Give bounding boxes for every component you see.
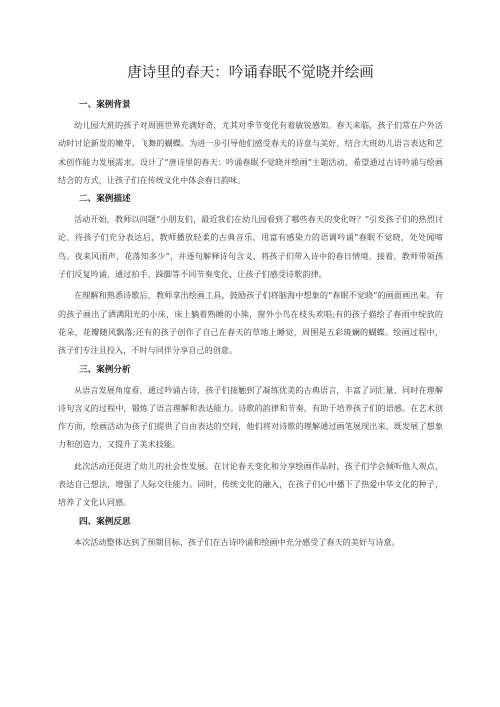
section-background <box>58 98 443 189</box>
document-body <box>58 98 443 554</box>
paragraph: 从语言发展角度看，通过吟诵古诗，孩子们接触到了凝练优美的古典语言，丰富了词汇量，同时在理解诗句含义的过程中，锻炼了语言理解和表达能力。诗歌的韵律和节奏，有助于培养孩子们的语感。在艺术创作方面，绘画活动为孩子们提供了自由表达的空间，他们将对诗歌的理解通过画笔展现出来，既发展了想象力和创造力，又提升了美术技能。 <box>58 384 443 450</box>
paragraph: 活动开始，教师以问题“小朋友们，最近我们在幼儿园看到了哪些春天的变化呀？”引发孩子们的热烈讨论。待孩子们充分表达后，教师播放轻柔的古典音乐，用富有感染力的语调吟诵“春眠不觉晓，处处闻啼鸟。夜来风雨声，花落知多少”，并逐句解释诗句含义，将孩子们带入诗中的春日情境。接着，教师带领孩子们反复吟诵，通过拍手、跺脚等不同节奏变化，让孩子们感受诗歌韵律。 <box>58 214 443 280</box>
section-heading: 四、案例反思 <box>79 516 131 527</box>
section-reflection <box>58 515 443 551</box>
document-title: 唐诗里的春天：吟诵春眠不觉晓并绘画 <box>127 65 374 81</box>
section-heading: 二、案例描述 <box>79 194 131 205</box>
document-page <box>58 0 443 707</box>
section-heading: 一、案例背景 <box>79 100 131 110</box>
paragraph: 本次活动整体达到了预期目标，孩子们在古诗吟诵和绘画中充分感受了春天的美好与诗意。 <box>74 536 400 547</box>
paragraph: 此次活动还促进了幼儿的社会性发展。在讨论春天变化和分享绘画作品时，孩子们学会倾听他人观点，表达自己想法，增强了人际交往能力。同时，传统文化的融入，在孩子们心中播下了热爱中华文化的种子，培养了文化认同感。 <box>58 460 443 508</box>
paragraph: 在理解和熟悉诗歌后，教师拿出绘画工具，鼓励孩子们将脑海中想象的“春眠不觉晓”的画面画出来。有的孩子画出了洒满阳光的小床，床上躺着熟睡的小熊，窗外小鸟在枝头欢唱;有的孩子描绘了春雨中绽放的花朵，花瓣随风飘落;还有的孩子创作了自己在春天的草地上睡觉，周围是五彩斑斓的蝴蝶。绘画过程中，孩子们专注且投入，不时与同伴分享自己的创意。 <box>58 290 443 356</box>
section-heading: 三、案例分析 <box>79 364 131 375</box>
section-analysis <box>58 363 443 512</box>
section-description <box>58 192 443 359</box>
paragraph: 幼儿园大班的孩子对周围世界充满好奇，尤其对季节变化有着敏锐感知。春天来临，孩子们常在户外活动时讨论新发的嫩芽、飞舞的蝴蝶。为进一步引导他们感受春天的诗意与美好，结合大班幼儿语言表达和艺术创作能力发展需求，设计了“唐诗里的春天：吟诵春眠不觉晓并绘画”主题活动，希望通过古诗吟诵与绘画结合的方式，让孩子们在传统文化中体会春日韵味。 <box>58 120 443 185</box>
